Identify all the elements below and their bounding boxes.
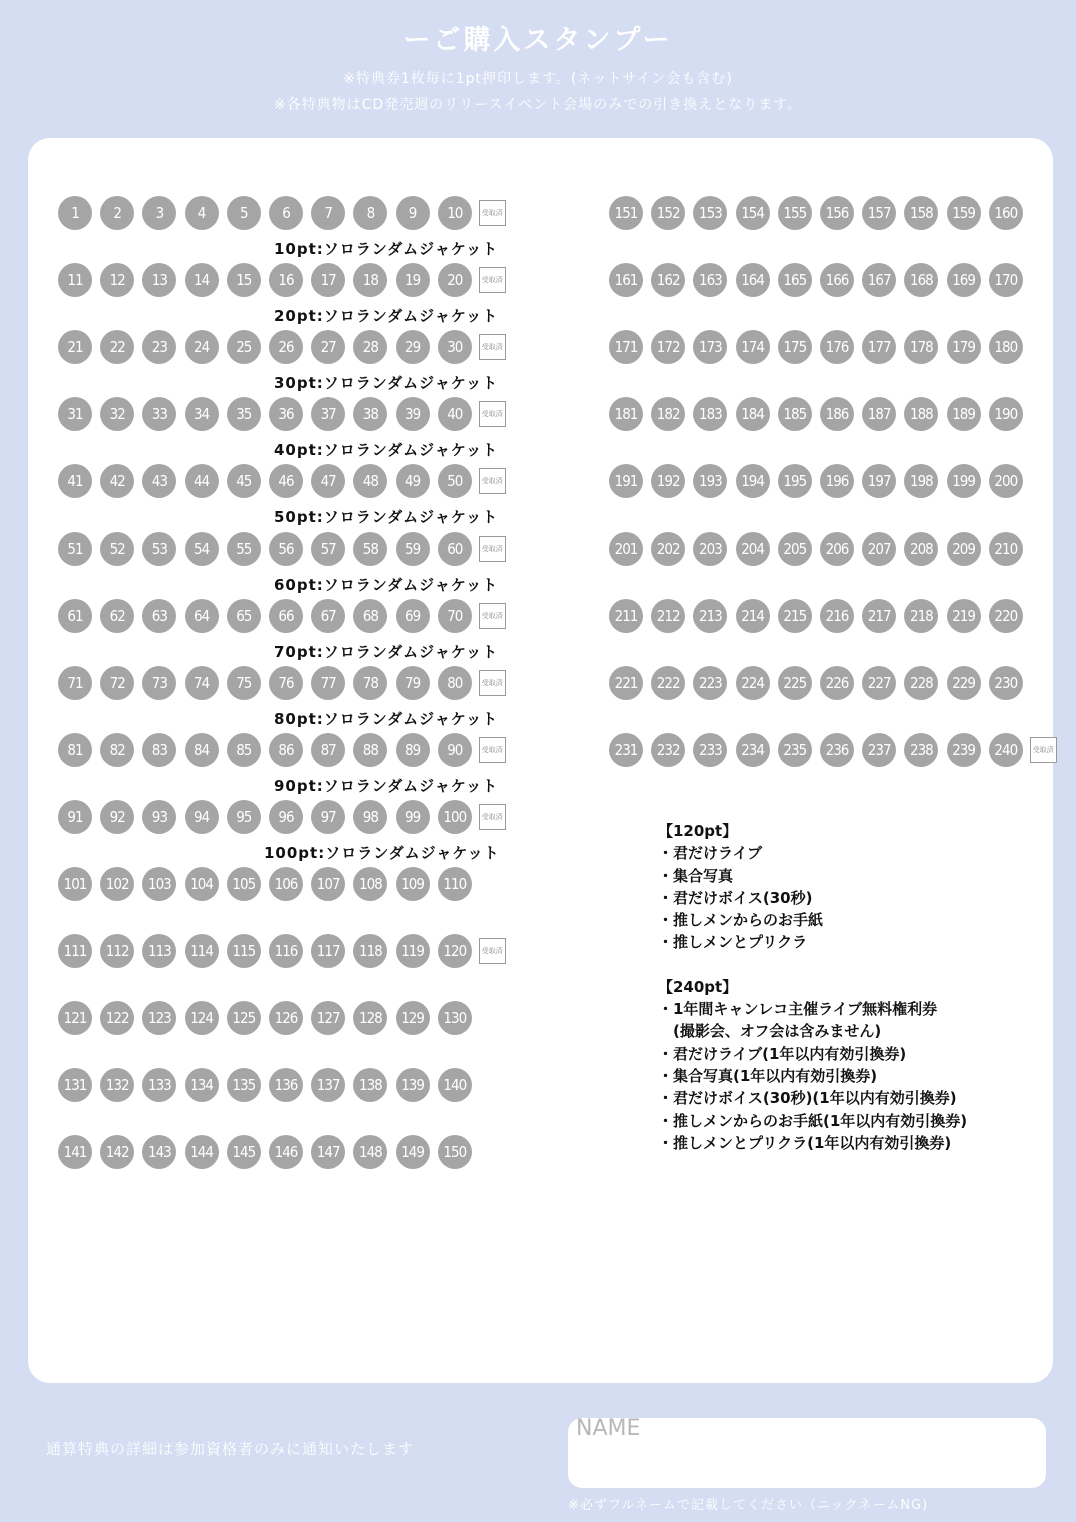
- stamp-112: 112: [100, 934, 134, 968]
- stamp-186: 186: [820, 397, 854, 431]
- stamp-25: 25: [227, 330, 261, 364]
- stamp-card: [28, 138, 1053, 1383]
- stamp-40: 40: [438, 397, 472, 431]
- stamp-162: 162: [651, 263, 685, 297]
- stamp-130: 130: [438, 1001, 472, 1035]
- stamp-26: 26: [269, 330, 303, 364]
- stamp-89: 89: [396, 733, 430, 767]
- stamp-88: 88: [353, 733, 387, 767]
- stamp-116: 116: [269, 934, 303, 968]
- stamp-6: 6: [269, 196, 303, 230]
- stamp-98: 98: [353, 800, 387, 834]
- stamp-110: 110: [438, 867, 472, 901]
- benefit-item: ・1年間キャンレコ主催ライブ無料権利券: [658, 1000, 938, 1019]
- stamp-209: 209: [947, 532, 981, 566]
- stamp-99: 99: [396, 800, 430, 834]
- stamp-18: 18: [353, 263, 387, 297]
- stamp-166: 166: [820, 263, 854, 297]
- stamp-37: 37: [311, 397, 345, 431]
- stamp-105: 105: [227, 867, 261, 901]
- stamp-164: 164: [736, 263, 770, 297]
- stamp-42: 42: [100, 464, 134, 498]
- stamp-74: 74: [185, 666, 219, 700]
- stamp-202: 202: [651, 532, 685, 566]
- stamp-163: 163: [693, 263, 727, 297]
- stamp-214: 214: [736, 599, 770, 633]
- stamp-66: 66: [269, 599, 303, 633]
- stamp-46: 46: [269, 464, 303, 498]
- stamp-198: 198: [904, 464, 938, 498]
- stamp-24: 24: [185, 330, 219, 364]
- benefit-item: ・集合写真: [658, 866, 734, 885]
- stamp-56: 56: [269, 532, 303, 566]
- stamp-51: 51: [58, 532, 92, 566]
- received-box-100: 受取済: [479, 804, 506, 830]
- stamp-107: 107: [311, 867, 345, 901]
- stamp-65: 65: [227, 599, 261, 633]
- stamp-233: 233: [693, 733, 727, 767]
- stamp-59: 59: [396, 532, 430, 566]
- stamp-132: 132: [100, 1068, 134, 1102]
- stamp-235: 235: [778, 733, 812, 767]
- stamp-220: 220: [989, 599, 1023, 633]
- name-field[interactable]: [568, 1418, 1046, 1488]
- stamp-125: 125: [227, 1001, 261, 1035]
- stamp-127: 127: [311, 1001, 345, 1035]
- stamp-79: 79: [396, 666, 430, 700]
- stamp-36: 36: [269, 397, 303, 431]
- stamp-182: 182: [651, 397, 685, 431]
- stamp-207: 207: [862, 532, 896, 566]
- stamp-187: 187: [862, 397, 896, 431]
- benefit-item: ・君だけボイス(30秒)(1年以内有効引換券): [658, 1089, 957, 1108]
- stamp-199: 199: [947, 464, 981, 498]
- stamp-224: 224: [736, 666, 770, 700]
- benefits-list: [658, 820, 1028, 1154]
- name-caution: ※必ずフルネームで記載してください（ニックネームNG): [568, 1498, 929, 1513]
- stamp-137: 137: [311, 1068, 345, 1102]
- stamp-45: 45: [227, 464, 261, 498]
- stamp-172: 172: [651, 330, 685, 364]
- stamp-161: 161: [609, 263, 643, 297]
- stamp-193: 193: [693, 464, 727, 498]
- stamp-219: 219: [947, 599, 981, 633]
- stamp-69: 69: [396, 599, 430, 633]
- stamp-229: 229: [947, 666, 981, 700]
- stamp-179: 179: [947, 330, 981, 364]
- stamp-106: 106: [269, 867, 303, 901]
- benefit-item: ・推しメンからのお手紙(1年以内有効引換券): [658, 1111, 968, 1130]
- stamp-13: 13: [142, 263, 176, 297]
- stamp-47: 47: [311, 464, 345, 498]
- received-box-10: 受取済: [479, 200, 506, 226]
- stamp-157: 157: [862, 196, 896, 230]
- stamp-54: 54: [185, 532, 219, 566]
- stamp-200: 200: [989, 464, 1023, 498]
- reward-label: 40pt:ソロランダムジャケット: [274, 441, 499, 460]
- stamp-218: 218: [904, 599, 938, 633]
- stamp-7: 7: [311, 196, 345, 230]
- stamp-153: 153: [693, 196, 727, 230]
- stamp-189: 189: [947, 397, 981, 431]
- received-box-70: 受取済: [479, 603, 506, 629]
- stamp-58: 58: [353, 532, 387, 566]
- stamp-145: 145: [227, 1135, 261, 1169]
- stamp-97: 97: [311, 800, 345, 834]
- stamp-222: 222: [651, 666, 685, 700]
- stamp-232: 232: [651, 733, 685, 767]
- stamp-8: 8: [353, 196, 387, 230]
- stamp-230: 230: [989, 666, 1023, 700]
- stamp-41: 41: [58, 464, 92, 498]
- stamp-17: 17: [311, 263, 345, 297]
- stamp-109: 109: [396, 867, 430, 901]
- stamp-152: 152: [651, 196, 685, 230]
- stamp-43: 43: [142, 464, 176, 498]
- stamp-117: 117: [311, 934, 345, 968]
- stamp-31: 31: [58, 397, 92, 431]
- name-label: NAME: [576, 1416, 641, 1441]
- benefit-item: ・君だけボイス(30秒): [658, 888, 813, 907]
- stamp-216: 216: [820, 599, 854, 633]
- stamp-197: 197: [862, 464, 896, 498]
- stamp-239: 239: [947, 733, 981, 767]
- stamp-75: 75: [227, 666, 261, 700]
- stamp-21: 21: [58, 330, 92, 364]
- stamp-91: 91: [58, 800, 92, 834]
- footer-note: 通算特典の詳細は参加資格者のみに通知いたします: [46, 1440, 415, 1458]
- stamp-30: 30: [438, 330, 472, 364]
- stamp-142: 142: [100, 1135, 134, 1169]
- stamp-223: 223: [693, 666, 727, 700]
- stamp-175: 175: [778, 330, 812, 364]
- stamp-185: 185: [778, 397, 812, 431]
- received-box-240: 受取済: [1030, 737, 1057, 763]
- stamp-104: 104: [185, 867, 219, 901]
- received-box-90: 受取済: [479, 737, 506, 763]
- reward-label: 20pt:ソロランダムジャケット: [274, 307, 499, 326]
- stamp-170: 170: [989, 263, 1023, 297]
- reward-label: 60pt:ソロランダムジャケット: [274, 575, 499, 594]
- stamp-118: 118: [353, 934, 387, 968]
- stamp-203: 203: [693, 532, 727, 566]
- stamp-119: 119: [396, 934, 430, 968]
- stamp-206: 206: [820, 532, 854, 566]
- stamp-150: 150: [438, 1135, 472, 1169]
- stamp-70: 70: [438, 599, 472, 633]
- stamp-27: 27: [311, 330, 345, 364]
- stamp-154: 154: [736, 196, 770, 230]
- stamp-144: 144: [185, 1135, 219, 1169]
- stamp-71: 71: [58, 666, 92, 700]
- stamp-238: 238: [904, 733, 938, 767]
- stamp-53: 53: [142, 532, 176, 566]
- received-box-20: 受取済: [479, 267, 506, 293]
- stamp-155: 155: [778, 196, 812, 230]
- stamp-80: 80: [438, 666, 472, 700]
- stamp-rule-note: ※特典券1枚毎に1pt押印します。(ネットサイン会も含む): [343, 71, 733, 87]
- stamp-83: 83: [142, 733, 176, 767]
- benefit-item: ・君だけライブ(1年以内有効引換券): [658, 1044, 907, 1063]
- stamp-33: 33: [142, 397, 176, 431]
- stamp-178: 178: [904, 330, 938, 364]
- stamp-38: 38: [353, 397, 387, 431]
- stamp-55: 55: [227, 532, 261, 566]
- stamp-201: 201: [609, 532, 643, 566]
- stamp-180: 180: [989, 330, 1023, 364]
- stamp-183: 183: [693, 397, 727, 431]
- stamp-61: 61: [58, 599, 92, 633]
- stamp-22: 22: [100, 330, 134, 364]
- benefit-item: ・君だけライブ: [658, 844, 763, 863]
- stamp-174: 174: [736, 330, 770, 364]
- stamp-60: 60: [438, 532, 472, 566]
- stamp-68: 68: [353, 599, 387, 633]
- stamp-129: 129: [396, 1001, 430, 1035]
- stamp-173: 173: [693, 330, 727, 364]
- stamp-62: 62: [100, 599, 134, 633]
- stamp-225: 225: [778, 666, 812, 700]
- stamp-113: 113: [142, 934, 176, 968]
- stamp-16: 16: [269, 263, 303, 297]
- stamp-19: 19: [396, 263, 430, 297]
- stamp-23: 23: [142, 330, 176, 364]
- stamp-124: 124: [185, 1001, 219, 1035]
- stamp-1: 1: [58, 196, 92, 230]
- stamp-226: 226: [820, 666, 854, 700]
- stamp-240: 240: [989, 733, 1023, 767]
- stamp-57: 57: [311, 532, 345, 566]
- received-box-60: 受取済: [479, 536, 506, 562]
- stamp-87: 87: [311, 733, 345, 767]
- stamp-73: 73: [142, 666, 176, 700]
- stamp-135: 135: [227, 1068, 261, 1102]
- stamp-184: 184: [736, 397, 770, 431]
- stamp-9: 9: [396, 196, 430, 230]
- stamp-204: 204: [736, 532, 770, 566]
- stamp-115: 115: [227, 934, 261, 968]
- received-box-50: 受取済: [479, 468, 506, 494]
- stamp-141: 141: [58, 1135, 92, 1169]
- benefit-item: ・推しメンとプリクラ: [658, 933, 808, 952]
- benefit-item: ・推しメンとプリクラ(1年以内有効引換券): [658, 1133, 952, 1152]
- stamp-103: 103: [142, 867, 176, 901]
- stamp-139: 139: [396, 1068, 430, 1102]
- stamp-148: 148: [353, 1135, 387, 1169]
- stamp-190: 190: [989, 397, 1023, 431]
- received-box-40: 受取済: [479, 401, 506, 427]
- stamp-29: 29: [396, 330, 430, 364]
- reward-label: 50pt:ソロランダムジャケット: [274, 508, 499, 527]
- stamp-211: 211: [609, 599, 643, 633]
- stamp-149: 149: [396, 1135, 430, 1169]
- stamp-191: 191: [609, 464, 643, 498]
- benefit-heading: 【240pt】: [658, 977, 738, 996]
- stamp-50: 50: [438, 464, 472, 498]
- stamp-102: 102: [100, 867, 134, 901]
- stamp-159: 159: [947, 196, 981, 230]
- stamp-78: 78: [353, 666, 387, 700]
- stamp-77: 77: [311, 666, 345, 700]
- stamp-156: 156: [820, 196, 854, 230]
- stamp-221: 221: [609, 666, 643, 700]
- reward-label: 10pt:ソロランダムジャケット: [274, 240, 499, 258]
- reward-label: 90pt:ソロランダムジャケット: [274, 776, 499, 795]
- stamp-134: 134: [185, 1068, 219, 1102]
- stamp-192: 192: [651, 464, 685, 498]
- stamp-82: 82: [100, 733, 134, 767]
- stamp-11: 11: [58, 263, 92, 297]
- stamp-227: 227: [862, 666, 896, 700]
- stamp-176: 176: [820, 330, 854, 364]
- benefit-item: ・集合写真(1年以内有効引換券): [658, 1066, 878, 1085]
- stamp-5: 5: [227, 196, 261, 230]
- stamp-168: 168: [904, 263, 938, 297]
- stamp-2: 2: [100, 196, 134, 230]
- stamp-100: 100: [438, 800, 472, 834]
- reward-label: 100pt:ソロランダムジャケット: [264, 843, 500, 862]
- stamp-237: 237: [862, 733, 896, 767]
- stamp-133: 133: [142, 1068, 176, 1102]
- stamp-143: 143: [142, 1135, 176, 1169]
- stamp-76: 76: [269, 666, 303, 700]
- stamp-140: 140: [438, 1068, 472, 1102]
- stamp-14: 14: [185, 263, 219, 297]
- stamp-147: 147: [311, 1135, 345, 1169]
- stamp-85: 85: [227, 733, 261, 767]
- stamp-67: 67: [311, 599, 345, 633]
- stamp-84: 84: [185, 733, 219, 767]
- stamp-123: 123: [142, 1001, 176, 1035]
- stamp-3: 3: [142, 196, 176, 230]
- stamp-151: 151: [609, 196, 643, 230]
- stamp-93: 93: [142, 800, 176, 834]
- stamp-165: 165: [778, 263, 812, 297]
- stamp-138: 138: [353, 1068, 387, 1102]
- stamp-217: 217: [862, 599, 896, 633]
- stamp-171: 171: [609, 330, 643, 364]
- benefit-heading: 【120pt】: [658, 822, 738, 840]
- stamp-39: 39: [396, 397, 430, 431]
- stamp-72: 72: [100, 666, 134, 700]
- stamp-95: 95: [227, 800, 261, 834]
- stamp-146: 146: [269, 1135, 303, 1169]
- stamp-48: 48: [353, 464, 387, 498]
- stamp-195: 195: [778, 464, 812, 498]
- stamp-236: 236: [820, 733, 854, 767]
- stamp-196: 196: [820, 464, 854, 498]
- stamp-169: 169: [947, 263, 981, 297]
- stamp-205: 205: [778, 532, 812, 566]
- stamp-35: 35: [227, 397, 261, 431]
- stamp-158: 158: [904, 196, 938, 230]
- stamp-212: 212: [651, 599, 685, 633]
- stamp-92: 92: [100, 800, 134, 834]
- stamp-12: 12: [100, 263, 134, 297]
- stamp-81: 81: [58, 733, 92, 767]
- stamp-63: 63: [142, 599, 176, 633]
- received-box-120: 受取済: [479, 938, 506, 964]
- stamp-177: 177: [862, 330, 896, 364]
- stamp-10: 10: [438, 196, 472, 230]
- stamp-122: 122: [100, 1001, 134, 1035]
- stamp-44: 44: [185, 464, 219, 498]
- stamp-167: 167: [862, 263, 896, 297]
- benefit-item: ・推しメンからのお手紙: [658, 911, 824, 930]
- stamp-96: 96: [269, 800, 303, 834]
- stamp-228: 228: [904, 666, 938, 700]
- stamp-213: 213: [693, 599, 727, 633]
- received-box-80: 受取済: [479, 670, 506, 696]
- stamp-52: 52: [100, 532, 134, 566]
- stamp-111: 111: [58, 934, 92, 968]
- stamp-194: 194: [736, 464, 770, 498]
- stamp-101: 101: [58, 867, 92, 901]
- stamp-160: 160: [989, 196, 1023, 230]
- exchange-rule-note: ※各特典物はCD発売週のリリースイベント会場のみでの引き換えとなります。: [273, 97, 803, 113]
- stamp-28: 28: [353, 330, 387, 364]
- stamp-32: 32: [100, 397, 134, 431]
- stamp-128: 128: [353, 1001, 387, 1035]
- stamp-215: 215: [778, 599, 812, 633]
- stamp-86: 86: [269, 733, 303, 767]
- stamp-120: 120: [438, 934, 472, 968]
- page-title: ーご購入スタンプー: [403, 25, 673, 56]
- stamp-131: 131: [58, 1068, 92, 1102]
- stamp-64: 64: [185, 599, 219, 633]
- benefit-item: (撮影会、オフ会は含みません): [658, 1022, 882, 1041]
- stamp-49: 49: [396, 464, 430, 498]
- stamp-90: 90: [438, 733, 472, 767]
- stamp-231: 231: [609, 733, 643, 767]
- stamp-34: 34: [185, 397, 219, 431]
- reward-label: 70pt:ソロランダムジャケット: [274, 642, 499, 661]
- stamp-188: 188: [904, 397, 938, 431]
- stamp-126: 126: [269, 1001, 303, 1035]
- stamp-20: 20: [438, 263, 472, 297]
- stamp-4: 4: [185, 196, 219, 230]
- stamp-210: 210: [989, 532, 1023, 566]
- stamp-181: 181: [609, 397, 643, 431]
- reward-label: 80pt:ソロランダムジャケット: [274, 709, 499, 728]
- stamp-136: 136: [269, 1068, 303, 1102]
- stamp-234: 234: [736, 733, 770, 767]
- reward-label: 30pt:ソロランダムジャケット: [274, 374, 499, 393]
- stamp-121: 121: [58, 1001, 92, 1035]
- stamp-15: 15: [227, 263, 261, 297]
- stamp-94: 94: [185, 800, 219, 834]
- stamp-208: 208: [904, 532, 938, 566]
- stamp-114: 114: [185, 934, 219, 968]
- stamp-108: 108: [353, 867, 387, 901]
- received-box-30: 受取済: [479, 334, 506, 360]
